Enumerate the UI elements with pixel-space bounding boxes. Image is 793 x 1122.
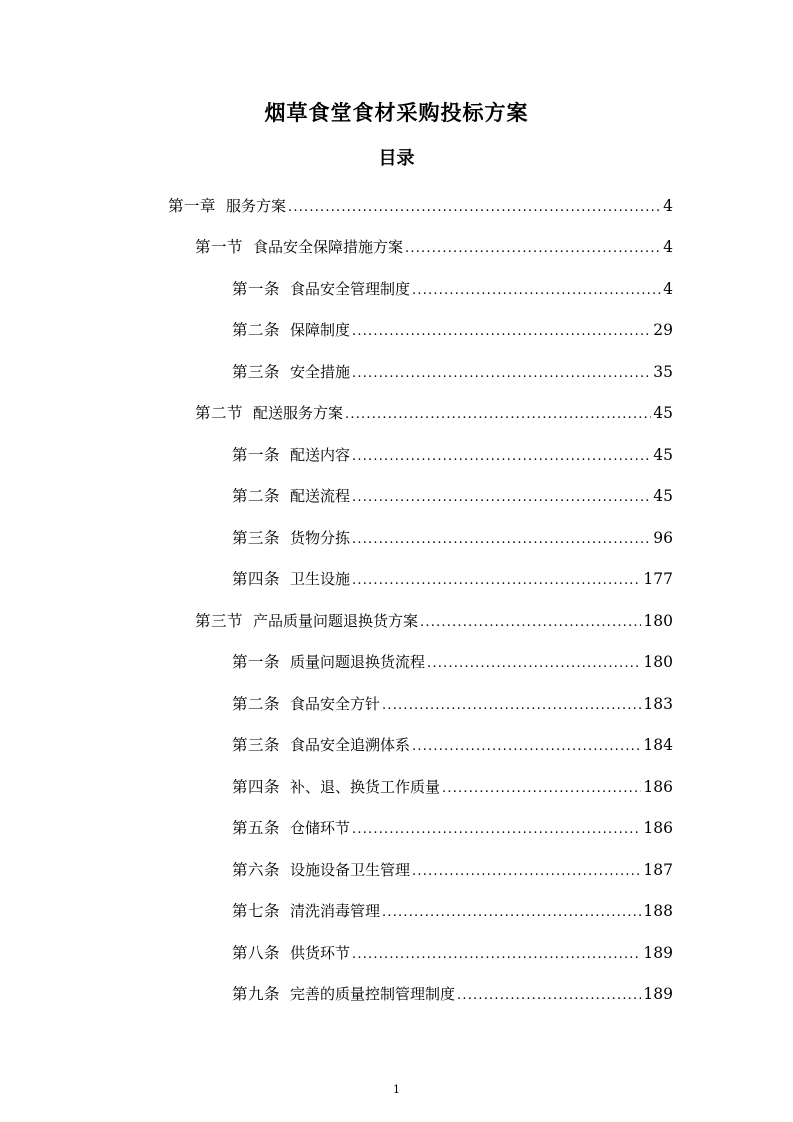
toc-entry-title: 供货环节	[290, 943, 351, 962]
toc-entry-page: 4	[663, 196, 673, 215]
toc-dot-leader	[352, 321, 651, 343]
toc-entry-page: 189	[643, 943, 673, 962]
toc-dot-leader	[442, 778, 641, 800]
toc-entry-page: 45	[653, 487, 673, 505]
toc-entry-page: 183	[643, 694, 673, 713]
toc-entry-number: 第二条	[232, 321, 281, 339]
toc-entry-page: 180	[643, 653, 673, 671]
toc-entry-number: 第八条	[232, 943, 281, 962]
toc-entry[interactable]	[0, 306, 793, 348]
toc-dot-leader	[457, 985, 641, 1007]
footer-page-number: 1	[393, 1083, 400, 1096]
toc-entry-page: 4	[663, 279, 673, 298]
toc-entry-number: 第二条	[232, 487, 281, 505]
toc-dot-leader	[382, 902, 641, 924]
toc-dot-leader	[420, 612, 641, 634]
toc-entry[interactable]	[0, 513, 793, 555]
toc-entry-number: 第三条	[232, 528, 281, 547]
toc-entry-title: 配送流程	[290, 487, 351, 505]
toc-entry-page: 187	[643, 860, 673, 879]
toc-entry-number: 第九条	[232, 985, 281, 1003]
toc-dot-leader	[352, 446, 651, 468]
toc-entry-title: 设施设备卫生管理	[290, 860, 411, 879]
toc-entry[interactable]	[0, 804, 793, 846]
toc-entry-number: 第一条	[232, 445, 281, 464]
toc-entry[interactable]	[0, 430, 793, 472]
toc-dot-leader	[352, 529, 651, 551]
toc-entry-number: 第三条	[232, 362, 281, 381]
toc-dot-leader	[352, 363, 651, 385]
toc-entry[interactable]	[0, 638, 793, 680]
toc-entry[interactable]	[0, 472, 793, 514]
toc-entry-number: 第二节	[195, 404, 244, 422]
toc-entry-number: 第三条	[232, 736, 281, 754]
toc-dot-leader	[288, 197, 661, 219]
toc-dot-leader	[412, 280, 661, 302]
toc-entry-title: 货物分拣	[290, 528, 351, 547]
toc-heading: 目录	[378, 148, 415, 169]
toc-entry-title: 安全措施	[290, 362, 351, 381]
toc-entry-title: 食品安全管理制度	[290, 279, 411, 298]
toc-entry[interactable]	[0, 928, 793, 970]
toc-entry-title: 质量问题退换货流程	[290, 653, 426, 671]
toc-entry-number: 第五条	[232, 819, 281, 837]
toc-entry-page: 45	[653, 404, 673, 422]
toc-entry-page: 188	[643, 902, 673, 920]
toc-entry-title: 卫生设施	[290, 570, 351, 588]
toc-entry-page: 189	[643, 985, 673, 1003]
toc-entry-page: 45	[653, 445, 673, 464]
toc-dot-leader	[412, 861, 641, 883]
toc-entry-number: 第三节	[195, 611, 244, 630]
toc-entry-page: 35	[653, 362, 673, 381]
toc-entry-title: 配送内容	[290, 445, 351, 464]
toc-entry-number: 第四条	[232, 570, 281, 588]
toc-entry[interactable]	[0, 887, 793, 929]
toc-entry-page: 4	[663, 238, 673, 256]
toc-dot-leader	[352, 819, 641, 841]
toc-entry-number: 第二条	[232, 694, 281, 713]
toc-entry-page: 96	[653, 528, 673, 547]
toc-entry[interactable]	[0, 721, 793, 763]
toc-entry-number: 第七条	[232, 902, 281, 920]
toc-dot-leader	[427, 653, 641, 675]
toc-entry[interactable]	[0, 181, 793, 223]
toc-entry[interactable]	[0, 555, 793, 597]
toc-entry-title: 食品安全保障措施方案	[253, 238, 404, 256]
toc-entry[interactable]	[0, 223, 793, 265]
toc-entry-page: 186	[643, 777, 673, 796]
toc-entry[interactable]	[0, 970, 793, 1012]
toc-entry-title: 产品质量问题退换货方案	[253, 611, 419, 630]
toc-entry-number: 第一条	[232, 653, 281, 671]
toc-entry-page: 177	[643, 570, 673, 588]
table-of-contents	[0, 181, 793, 1011]
toc-dot-leader	[412, 736, 641, 758]
toc-dot-leader	[405, 238, 661, 260]
toc-entry-page: 186	[643, 819, 673, 837]
document-title: 烟草食堂食材采购投标方案	[264, 101, 529, 125]
toc-entry[interactable]	[0, 389, 793, 431]
toc-entry-title: 配送服务方案	[253, 404, 344, 422]
toc-dot-leader	[345, 404, 651, 426]
toc-entry-title: 仓储环节	[290, 819, 351, 837]
toc-entry-title: 食品安全追溯体系	[290, 736, 411, 754]
toc-entry-title: 补、退、换货工作质量	[290, 777, 441, 796]
toc-dot-leader	[352, 570, 641, 592]
toc-entry-page: 29	[653, 321, 673, 339]
toc-entry[interactable]	[0, 264, 793, 306]
toc-entry-title: 完善的质量控制管理制度	[290, 985, 456, 1003]
toc-entry-title: 保障制度	[290, 321, 351, 339]
toc-entry-page: 180	[643, 611, 673, 630]
toc-entry[interactable]	[0, 845, 793, 887]
toc-entry[interactable]	[0, 762, 793, 804]
toc-entry-title: 服务方案	[226, 196, 287, 215]
toc-entry-number: 第一节	[195, 238, 244, 256]
toc-entry-number: 第六条	[232, 860, 281, 879]
toc-entry-number: 第一条	[232, 279, 281, 298]
toc-dot-leader	[352, 487, 651, 509]
toc-entry[interactable]	[0, 679, 793, 721]
toc-dot-leader	[352, 944, 641, 966]
toc-entry-title: 清洗消毒管理	[290, 902, 381, 920]
toc-entry-title: 食品安全方针	[290, 694, 381, 713]
toc-entry[interactable]	[0, 347, 793, 389]
toc-entry-number: 第四条	[232, 777, 281, 796]
toc-entry[interactable]	[0, 596, 793, 638]
toc-dot-leader	[382, 695, 641, 717]
toc-entry-number: 第一章	[168, 196, 217, 215]
toc-entry-page: 184	[643, 736, 673, 754]
